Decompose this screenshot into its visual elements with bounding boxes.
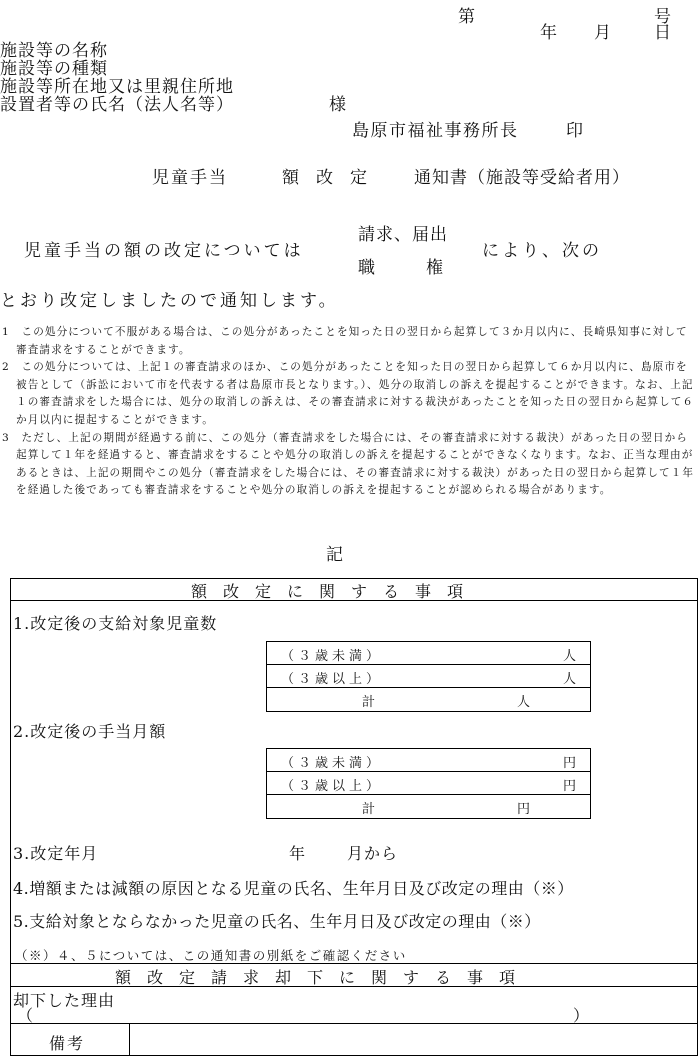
over3-label: （３歳以上） bbox=[281, 779, 384, 794]
children-total-row bbox=[267, 688, 590, 711]
note-3: 3 ただし、上記の期間が経過する前に、この処分（審査請求をした場合には、その審査請求に対する裁決）があった日の翌日から起算して１年を経過すると、審査請求をすることや処分の取消しの訴えを提起することができなくなります。なお、正当な理由があるときは、上記の期間やこの処分（審査請求をした場合には、その審査請求に対する裁決）があった日の翌日から起算して１年を経過した後であっても審査請求をすることや処分の取消しの訴えを提起することが認められる場合があります。 bbox=[2, 431, 695, 497]
title-part-1: 児童手当 bbox=[152, 168, 228, 188]
body-line2: とおり改定しましたので通知します。 bbox=[0, 291, 339, 311]
item-1-label: 1.改定後の支給対象児童数 bbox=[13, 614, 218, 633]
seal-mark: 印 bbox=[566, 121, 584, 141]
facility-type-label: 施設等の種類 bbox=[0, 59, 108, 79]
date-year: 年 bbox=[540, 23, 558, 43]
note-1: 1 この処分について不服がある場合は、この処分があったことを知った日の翌日から起算して３か月以内に、長崎県知事に対して審査請求をすることができます。 bbox=[2, 326, 688, 356]
under3-label: （３歳未満） bbox=[281, 649, 384, 664]
ki-heading: 記 bbox=[326, 545, 344, 565]
item-3-from: 月から bbox=[347, 844, 399, 863]
section-head-rejection: 額 改 定 請 求 却 下 に 関 す る 事 項 bbox=[115, 968, 516, 987]
yen-unit: 円 bbox=[562, 756, 576, 771]
sender-name: 島原市福祉事務所長 bbox=[352, 121, 519, 141]
facility-address-label: 施設等所在地又は里親住所地 bbox=[0, 77, 234, 97]
number-prefix: 第 bbox=[458, 7, 476, 27]
item-3-label: 3.改定年月 bbox=[13, 844, 99, 863]
honorific: 様 bbox=[329, 95, 347, 115]
amount-total-row bbox=[267, 795, 590, 818]
divider bbox=[11, 963, 697, 964]
item-3-year: 年 bbox=[289, 844, 307, 863]
paren-close: ） bbox=[573, 1006, 591, 1025]
body-line1-left: 児童手当の額の改定については bbox=[24, 241, 304, 261]
option-request: 請求、届出 bbox=[358, 225, 448, 245]
person-unit: 人 bbox=[562, 672, 576, 687]
remarks-divider bbox=[129, 1023, 130, 1056]
divider bbox=[11, 600, 697, 601]
divider bbox=[11, 986, 697, 987]
item-2-label: 2.改定後の手当月額 bbox=[13, 722, 167, 741]
children-over3-row bbox=[267, 665, 590, 688]
yen-unit: 円 bbox=[517, 802, 531, 817]
section-head-amount-revision: 額 改 定 に 関 す る 事 項 bbox=[191, 582, 464, 601]
children-count-box bbox=[266, 641, 591, 712]
remarks-label: 備考 bbox=[49, 1034, 86, 1053]
monthly-amount-box bbox=[266, 748, 591, 819]
paren-open: （ bbox=[17, 1006, 35, 1025]
title-part-2: 額 改 定 bbox=[282, 168, 367, 188]
item-5-label: 5.支給対象とならなかった児童の氏名、生年月日及び改定の理由（※） bbox=[13, 912, 541, 931]
yen-unit: 円 bbox=[562, 779, 576, 794]
person-unit: 人 bbox=[562, 649, 576, 664]
notes-section bbox=[2, 324, 698, 500]
rejection-reason-label: 却下した理由 bbox=[13, 991, 116, 1010]
person-unit: 人 bbox=[517, 695, 531, 710]
number-suffix: 号 bbox=[654, 7, 672, 27]
divider bbox=[11, 1023, 697, 1024]
body-line1-right: により、次の bbox=[482, 241, 602, 261]
amount-over3-row bbox=[267, 772, 590, 795]
facility-name-label: 施設等の名称 bbox=[0, 41, 108, 61]
founder-name-label: 設置者等の氏名（法人名等） bbox=[0, 95, 234, 115]
over3-label: （３歳以上） bbox=[281, 672, 384, 687]
note-2: 2 この処分については、上記１の審査請求のほか、この処分があったことを知った日の翌日から起算して６か月以内に、島原市を被告として（訴訟において市を代表する者は島原市長となります。）、処分の取消しの訴えを提起することができます。なお、上記１の審査請求をした場合には、処分の取消しの訴えは、その審査請求に対する裁決があったことを知った日の翌日から起算して６か月以内に提起することができます。 bbox=[2, 361, 695, 426]
option-authority: 職 権 bbox=[358, 258, 443, 278]
under3-label: （３歳未満） bbox=[281, 756, 384, 771]
total-label: 計 bbox=[362, 695, 376, 710]
date-day: 日 bbox=[654, 23, 672, 43]
children-under3-row bbox=[267, 642, 590, 665]
date-month: 月 bbox=[594, 23, 612, 43]
total-label: 計 bbox=[362, 802, 376, 817]
amount-under3-row bbox=[267, 749, 590, 772]
details-table bbox=[10, 578, 698, 1056]
footnote: （※）４、５については、この通知書の別紙をご確認ください bbox=[15, 948, 407, 963]
title-part-3: 通知書（施設等受給者用） bbox=[414, 168, 630, 188]
item-4-label: 4.増額または減額の原因となる児童の氏名、生年月日及び改定の理由（※） bbox=[13, 879, 574, 898]
